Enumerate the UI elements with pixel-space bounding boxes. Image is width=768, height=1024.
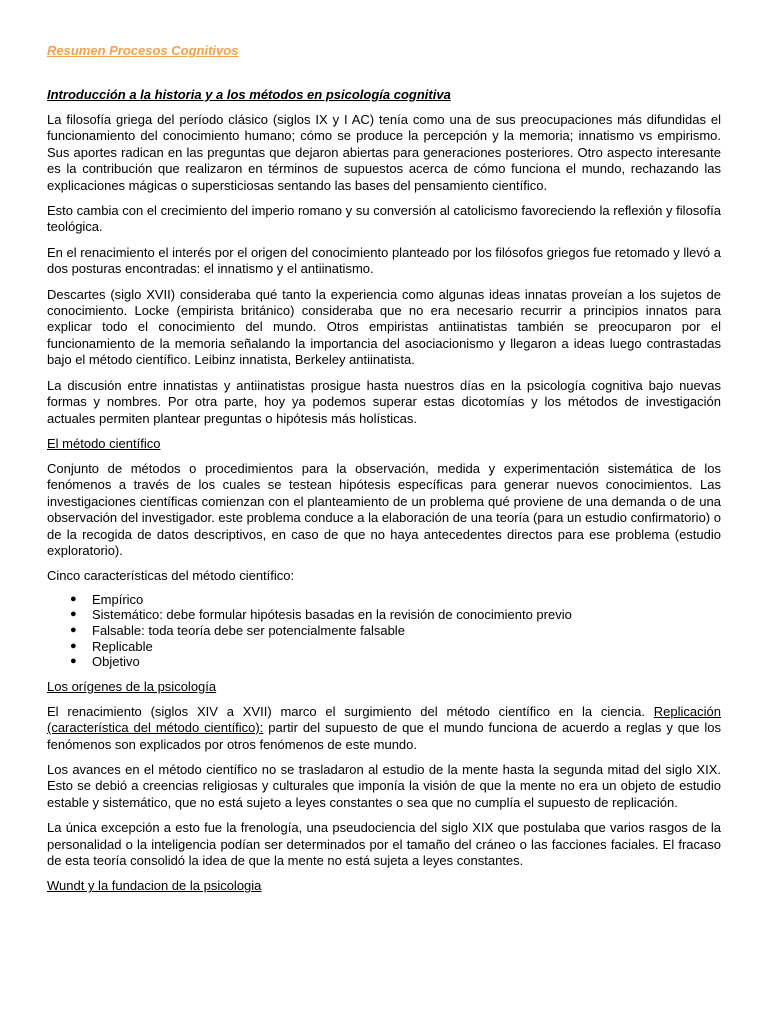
origins-p1-start: El renacimiento (siglos XIV a XVII) marco el surgimiento del método científico en la ciencia. [47, 703, 654, 719]
list-item [70, 639, 721, 655]
list-item [70, 592, 721, 608]
list-item [70, 623, 721, 639]
bullet-icon: ● [70, 592, 77, 605]
document-page [47, 42, 721, 903]
document-title: Resumen Procesos Cognitivos [47, 43, 239, 58]
origins-paragraph-3: La única excepción a esto fue la frenología, una pseudociencia del siglo XIX que postulaba que varios rasgos de la personalidad o la inteligencia podían ser determinados por el tamaño del cráneo o las facciones faciales. El fracaso de esta teoría consolidó la idea de que la mente no está sujeta a leyes constantes. [47, 820, 721, 868]
intro-paragraph-4: Descartes (siglo XVII) consideraba qué tanto la experiencia como algunas ideas innatas proveían a los sujetos de conocimiento. Locke (empirista británico) consideraba que no era necesario recurrir a principios innatos para explicar todo el conocimiento del mundo. Otros empiristas antiinatistas también se preocuparon por el funcionamiento de la memoria señalando la importancia del asociacionismo y llegaron a ideas luego contrastadas bajo el método científico. Leibinz innatista, Berkeley antiinatista. [47, 286, 721, 368]
list-item-text: Empírico [92, 591, 144, 607]
wundt-heading: Wundt y la fundacion de la psicologia [47, 878, 262, 894]
list-item-text: Falsable: toda teoría debe ser potencialmente falsable [92, 622, 405, 638]
origins-p1-end: partir del supuesto de que el mundo funciona de acuerdo a reglas y que los fenómenos son explicados por otros fenómenos de este mundo. [47, 720, 721, 752]
list-item-text: Replicable [92, 638, 153, 654]
intro-paragraph-1: La filosofía griega del período clásico (siglos IX y I AC) tenía como una de sus preocupaciones más difundidas el funcionamiento del conocimiento humano; cómo se produce la percepción y la memoria; innatismo vs empirismo. Sus aportes radican en las preguntas que dejaron abiertas para generaciones posteriores. Otro aspecto interesante es la contribución que realizaron en términos de supuestos acerca de cómo funciona el mundo, rechazando las explicaciones mágicas o supersticiosas sentando las bases del pensamiento científico. [47, 112, 721, 193]
origins-paragraph-1 [47, 704, 721, 753]
intro-heading: Introducción a la historia y a los métodos en psicología cognitiva [47, 87, 451, 102]
intro-paragraph-2: Esto cambia con el crecimiento del imperio romano y su conversión al catolicismo favoreciendo la reflexión y filosofía teológica. [47, 203, 721, 235]
characteristics-intro: Cinco características del método científico: [47, 568, 295, 584]
intro-paragraph-3: En el renacimiento el interés por el origen del conocimiento planteado por los filósofos griegos fue retomado y llevó a dos posturas encontradas: el innatismo y el antiinatismo. [47, 244, 721, 277]
list-item [70, 654, 721, 670]
replication-term: Replicación (característica del método científico): [47, 703, 721, 736]
intro-paragraph-5: La discusión entre innatistas y antiinatistas prosigue hasta nuestros días en la psicología cognitiva bajo nuevas formas y nombres. Por otra parte, hoy ya podemos superar estas dicotomías y los métodos de investigación actuales permiten plantear preguntas o hipótesis más holísticas. [47, 377, 721, 426]
bullet-icon: ● [70, 639, 77, 652]
origins-heading: Los orígenes de la psicología [47, 678, 217, 694]
bullet-icon: ● [70, 623, 77, 636]
method-paragraph: Conjunto de métodos o procedimientos para la observación, medida y experimentación sistemática de los fenómenos a través de los cuales se testean hipótesis específicas para generar nuevos conocimientos. Las investigaciones científicas comienzan con el planteamiento de un problema qué proviene de una demanda o de una observación del investigador. este problema conduce a la elaboración de una teoría (para un estudio confirmatorio) o de la recogida de datos descriptivos, en caso de que no haya antecedentes directos para ese problema (estudio exploratorio). [47, 460, 721, 558]
bullet-icon: ● [70, 655, 77, 668]
list-item [70, 607, 721, 623]
bullet-icon: ● [70, 608, 77, 621]
method-heading: El método científico [47, 435, 161, 451]
list-item-text: Objetivo [92, 654, 140, 670]
origins-paragraph-2: Los avances en el método científico no se trasladaron al estudio de la mente hasta la segunda mitad del siglo XIX. Esto se debió a creencias religiosas y culturales que imponía la visión de que la mente no era un objeto de estudio estable y sistemático, que no está sujeto a leyes constantes o sea que no cumplía el supuesto de replicación. [47, 761, 721, 810]
characteristics-list [47, 592, 721, 670]
list-item-text: Sistemático: debe formular hipótesis basadas en la revisión de conocimiento previo [92, 607, 572, 623]
